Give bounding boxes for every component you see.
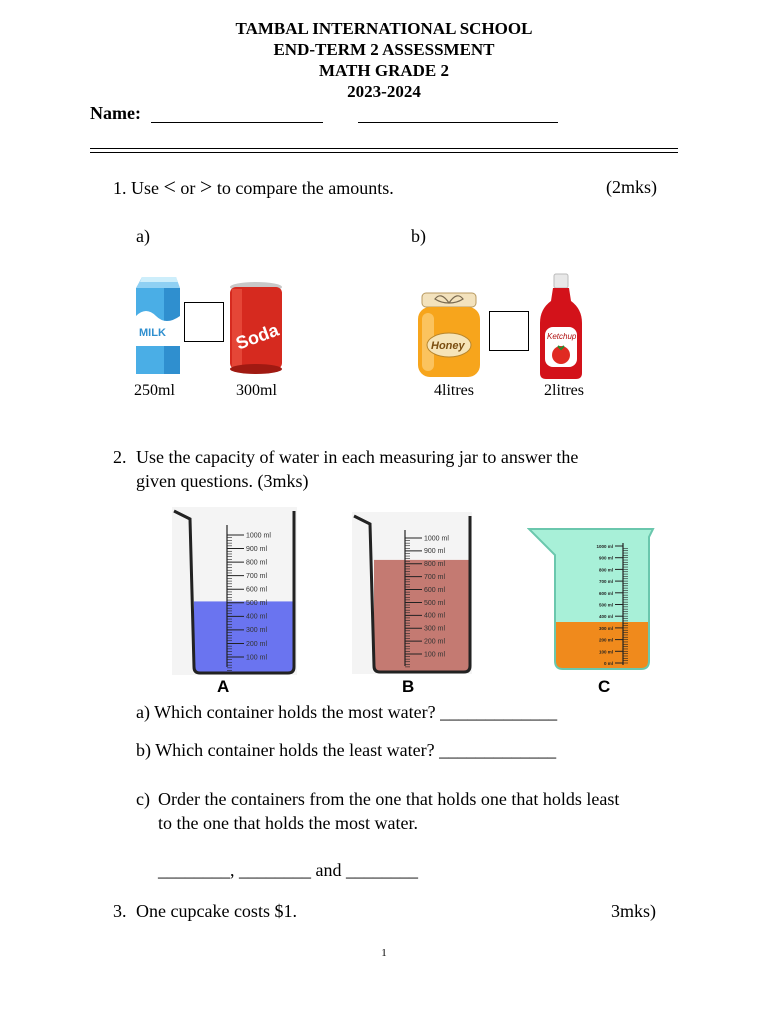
scale-label: 200 ml [598,637,613,643]
soda-amount: 300ml [236,382,277,399]
scale-label: 300 ml [424,625,446,633]
greater-than-symbol: > [199,174,213,199]
q1-text-pre: Use [131,178,159,198]
jar-c-label: C [598,677,611,696]
q2b [136,739,556,761]
compare-box-b[interactable] [489,311,529,351]
q1-text-post: to compare the amounts. [216,178,394,198]
scale-label: 700 ml [424,574,446,581]
scale-label: 900 ml [246,545,268,553]
question-2-number: 2. [113,447,127,467]
q2c-answer-line[interactable]: ________, ________ and ________ [158,860,418,880]
question-3-text: One cupcake costs $1. [136,901,297,921]
milk-carton-text: MILK [139,327,166,339]
scale-label: 800 ml [424,561,446,569]
measuring-jar-a [172,507,297,675]
q2b-label: b) [136,740,151,760]
scale-label: 400 ml [598,614,613,620]
question-3-number: 3. [113,901,127,921]
question-1-text [113,176,394,199]
scale-label: 1000 ml [596,544,613,549]
ketchup-bottle-text: Ketchup [547,332,577,341]
scale-label: 1000 ml [246,532,271,540]
school-name: TAMBAL INTERNATIONAL SCHOOL [235,19,533,38]
name-label: Name: [90,103,141,123]
q2a [136,701,557,723]
measuring-jar-c [527,525,657,673]
jar-b-label: B [402,677,415,696]
scale-label: 500 ml [424,599,446,607]
ketchup-bottle-icon [538,273,584,381]
scale-label: 300 ml [246,627,268,635]
page-number: 1 [381,947,387,959]
compare-box-a[interactable] [184,302,224,342]
scale-label: 200 ml [246,640,268,648]
scale-label: 600 ml [424,586,446,594]
scale-label: 500 ml [246,600,268,608]
q2c-line2: to the one that holds the most water. [158,813,418,833]
scale-label: 300 ml [598,625,613,631]
honey-jar-text: Honey [431,340,465,352]
question-3-marks: 3mks) [611,901,656,921]
question-2-line1: Use the capacity of water in each measuring jar to answer the [136,447,579,467]
question-number: 1. [113,178,127,198]
scale-label: 100 ml [246,654,268,662]
subject-title: MATH GRADE 2 [318,61,449,80]
school-year: 2023-2024 [347,82,421,101]
part-a-label: a) [136,226,150,246]
name-field-2[interactable] [358,104,558,123]
part-b-label: b) [411,226,426,246]
q2b-text: Which container holds the least water? [155,740,435,760]
milk-amount: 250ml [134,382,175,399]
honey-jar-icon [416,291,482,379]
jar-a-water [194,601,294,672]
honey-amount: 4litres [434,382,474,399]
scale-label: 400 ml [246,613,268,621]
scale-label: 900 ml [424,548,446,556]
milk-carton-icon [134,276,182,376]
q1-or: or [180,178,196,198]
question-2-line2: given questions. (3mks) [136,471,309,491]
q2c-label: c) [136,789,150,809]
scale-label: 200 ml [424,638,446,646]
scale-label: 900 ml [598,555,613,561]
soda-can-text: Soda [233,319,282,354]
less-than-symbol: < [163,174,176,199]
scale-label: 800 ml [246,559,268,567]
q2a-answer-blank[interactable]: _____________ [440,702,558,722]
question-1-marks: (2mks) [606,177,657,197]
measuring-jar-b [352,512,472,674]
scale-label: 600 ml [246,586,268,594]
divider-bottom [90,152,678,153]
scale-label: 400 ml [424,612,446,620]
scale-label: 500 ml [598,602,613,608]
scale-label: 0 ml [603,661,613,666]
divider-top [90,148,678,149]
scale-label: 800 ml [598,567,613,573]
q2a-label: a) [136,702,150,722]
q2c-line1: Order the containers from the one that holds one that holds least [158,789,620,809]
scale-label: 700 ml [246,573,268,580]
name-field-1[interactable] [151,104,323,123]
scale-label: 100 ml [424,651,446,659]
soda-can-icon [227,281,285,376]
q2a-text: Which container holds the most water? [154,702,436,722]
ketchup-amount: 2litres [544,382,584,399]
scale-label: 600 ml [598,590,613,596]
assessment-title: END-TERM 2 ASSESSMENT [273,40,495,59]
q2b-answer-blank[interactable]: _____________ [439,740,557,760]
scale-label: 1000 ml [424,535,449,543]
scale-label: 100 ml [598,649,613,655]
scale-label: 700 ml [598,579,613,585]
jar-a-label: A [217,677,230,696]
